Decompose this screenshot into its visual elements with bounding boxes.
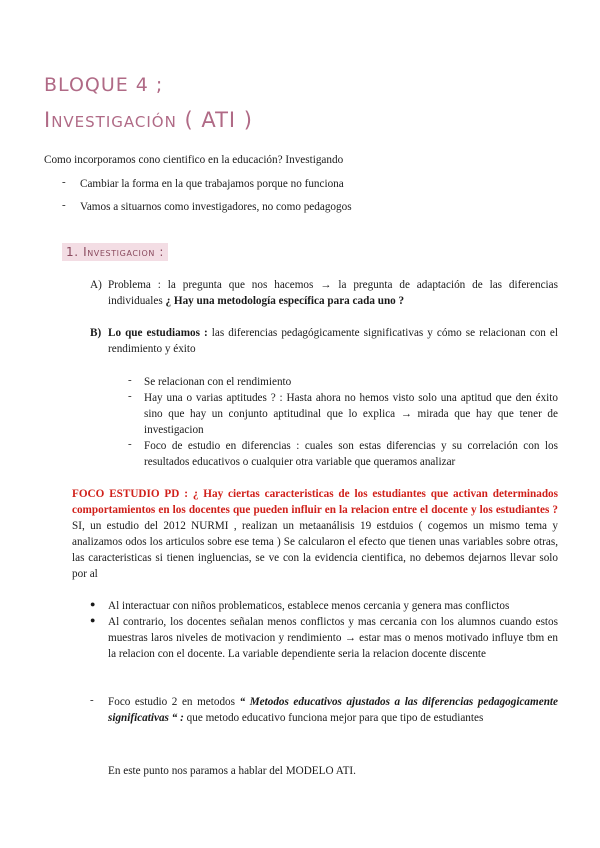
foco-paragraph xyxy=(72,486,558,582)
dash-marker: - xyxy=(62,199,66,211)
b-bullet-1: Se relacionan con el rendimiento xyxy=(144,376,292,388)
foco2-paragraph xyxy=(108,694,558,726)
b-bullet-3: Foco de estudio en diferencias : cuales son estas diferencias y su correlación con los resultados educativos o cualquier otra variable que queramos analizar xyxy=(144,440,558,468)
item-a-text: Problema : la pregunta que nos hacemos → la pregunta de adaptación de las diferencias individuales xyxy=(108,279,558,307)
dash-marker: - xyxy=(128,390,132,402)
dot-bullet-2: Al contrario, los docentes señalan menos conflictos y mas cercania con los alumnos cuando estos muestras laros niveles de motivacion y rendimiento → estar mas o menos motivado influye tbm en la relacion con el docente. La variable dependiente seria la relacion docente discente xyxy=(108,616,558,660)
b-bullet-2: Hay una o varias aptitudes ? : Hasta ahora no hemos visto solo una aptitud que den éxito sino que hay un conjunto aptitudinal que lo explica → mirada que hay que tener de investigacion xyxy=(144,392,558,436)
foco2-text: que metodo educativo funciona mejor para que tipo de estudiantes xyxy=(186,712,484,724)
closing-text: En este punto nos paramos a hablar del MODELO ATI. xyxy=(108,765,356,777)
item-a xyxy=(108,277,558,309)
section-heading-text: 1. Investigacion : xyxy=(62,243,168,261)
dot-marker: ● xyxy=(90,615,96,625)
dash-marker: - xyxy=(128,438,132,450)
dash-marker: - xyxy=(128,374,132,386)
intro-bullet-1: Cambiar la forma en la que trabajamos porque no funciona xyxy=(80,178,344,190)
item-b-text: las diferencias pedagógicamente significativas y cómo se relacionan con el rendimiento y éxito xyxy=(108,327,558,355)
item-a-marker: A) xyxy=(90,279,102,291)
section-heading xyxy=(62,245,168,259)
foco2-title: “ Metodos educativos ajustados a las diferencias pedagogicamente significativas “ : xyxy=(108,696,558,724)
item-b-label: Lo que estudiamos : xyxy=(108,327,208,339)
title-line-2: Investigación ( ATI ) xyxy=(44,108,253,132)
item-a-question: ¿ Hay una metodología específica para cada uno ? xyxy=(165,295,405,307)
dot-bullet-1: Al interactuar con niños problematicos, establece menos cercania y genera mas conflictos xyxy=(108,600,510,612)
intro-bullet-2: Vamos a situarnos como investigadores, no como pedagogos xyxy=(80,201,352,213)
dash-marker: - xyxy=(90,694,94,706)
dot-marker: ● xyxy=(90,599,96,609)
foco2-prefix: Foco estudio 2 en metodos xyxy=(108,696,235,708)
item-b-marker: B) xyxy=(90,327,102,339)
title-line-1: BLOQUE 4 ; xyxy=(44,74,164,96)
foco-answer: SI, un estudio del 2012 NURMI , realizan un metaanálisis 19 estduios ( cogemos un mismo tema y analizamos odos los articulos sobre ese tema ) Se calcularon el efecto que tienen unas variables sobre otras, las caracteristicas si tienen ingluencias, se ve con la evidencia cientifica, no debemos dejarnos llevar solo por al xyxy=(72,520,558,580)
foco-question: FOCO ESTUDIO PD : ¿ Hay ciertas caracteristicas de los estudiantes que activan determinados comportamientos en los docentes que pueden influir en la relacion entre el docente y los estudiantes ? xyxy=(72,488,558,516)
item-b xyxy=(108,325,558,357)
intro-text: Como incorporamos cono cientifico en la educación? Investigando xyxy=(44,154,344,166)
dash-marker: - xyxy=(62,176,66,188)
